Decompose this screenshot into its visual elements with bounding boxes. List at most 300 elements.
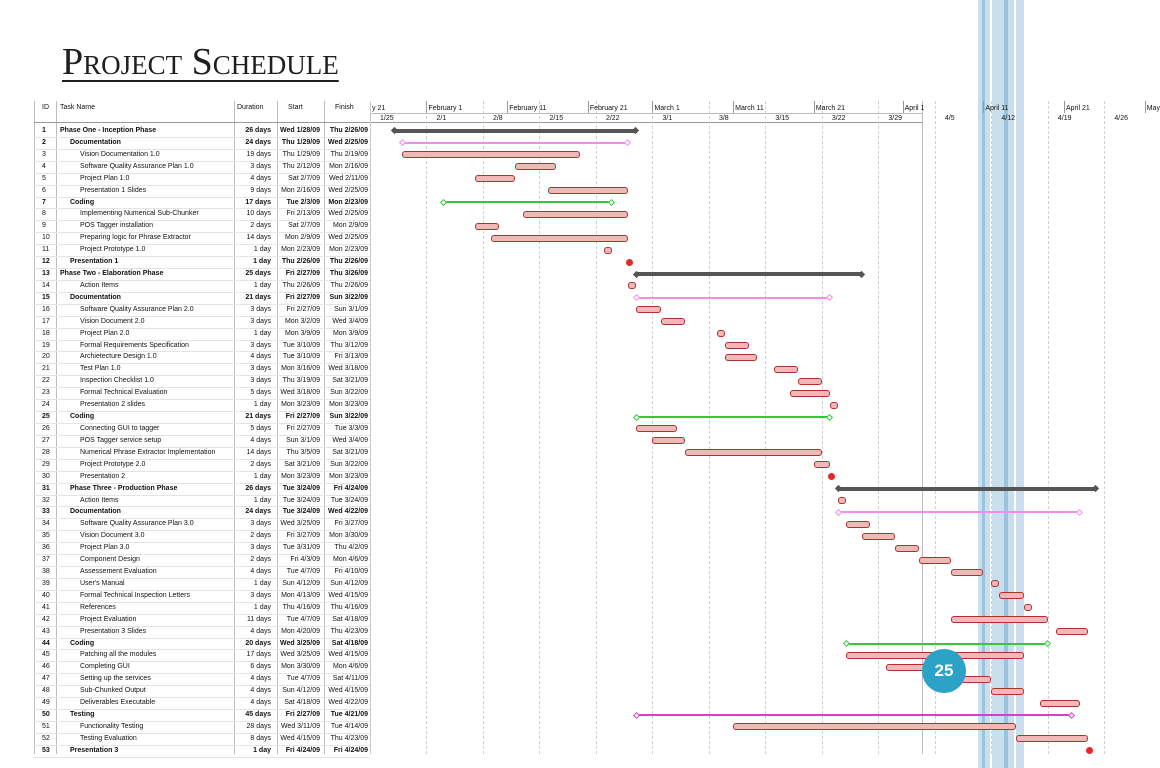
task-duration: 19 days — [246, 150, 271, 158]
slide-title: Project Schedule — [62, 41, 339, 83]
task-start: Tue 3/31/09 — [282, 544, 320, 552]
task-duration: 8 days — [250, 734, 271, 742]
timeline-month-label: February 11 — [509, 105, 547, 112]
task-id: 36 — [42, 544, 50, 552]
task-finish: Thu 4/23/09 — [330, 627, 368, 635]
task-start: Sat 3/21/09 — [284, 460, 320, 468]
task-id: 16 — [42, 305, 50, 313]
task-id: 52 — [42, 734, 50, 742]
task-duration: 17 days — [245, 198, 271, 206]
task-name: References — [80, 603, 116, 611]
task-start: Tue 4/7/09 — [286, 615, 320, 623]
task-name: Project Prototype 2.0 — [80, 460, 146, 468]
task-start: Mon 2/16/09 — [281, 186, 320, 194]
task-id: 35 — [42, 532, 50, 540]
task-name: Project Evaluation — [80, 615, 137, 623]
task-name: Assessement Evaluation — [80, 568, 157, 576]
task-name: Project Plan 3.0 — [80, 544, 130, 552]
task-duration: 6 days — [250, 663, 271, 671]
month-separator — [652, 101, 653, 113]
task-duration: 1 day — [253, 329, 271, 337]
task-bar — [523, 211, 628, 218]
summary-start-marker — [633, 413, 640, 420]
column-separator — [34, 101, 35, 754]
timeline-month-label: May — [1146, 105, 1160, 112]
task-duration: 4 days — [250, 699, 271, 707]
task-duration: 1 day — [253, 603, 271, 611]
task-id: 41 — [42, 603, 50, 611]
task-finish: Wed 4/15/09 — [328, 687, 368, 695]
task-id: 12 — [42, 258, 50, 266]
task-duration: 24 days — [245, 138, 271, 146]
timeline-month-label: February 1 — [428, 105, 463, 112]
task-duration: 2 days — [250, 222, 271, 230]
task-name: Presentation 2 slides — [80, 401, 145, 409]
task-start: Sun 3/1/09 — [286, 436, 320, 444]
summary-bar — [636, 297, 830, 299]
task-start: Thu 4/16/09 — [282, 603, 320, 611]
task-finish: Sun 3/22/09 — [329, 413, 368, 421]
task-finish: Sun 3/22/09 — [330, 460, 368, 468]
task-duration: 2 days — [250, 460, 271, 468]
timeline-week-label: 4/5 — [944, 115, 955, 122]
task-id: 50 — [42, 711, 50, 719]
col-header-id: ID — [42, 104, 49, 111]
timeline-month-label: March 21 — [815, 105, 846, 112]
task-start: Thu 2/12/09 — [282, 162, 320, 170]
task-finish: Tue 3/24/09 — [330, 496, 368, 504]
task-id: 51 — [42, 723, 50, 730]
task-id: 20 — [42, 353, 50, 361]
task-bar — [652, 437, 684, 444]
task-name: Vision Document 2.0 — [80, 317, 145, 325]
task-name: Documentation — [70, 138, 121, 146]
task-bar — [725, 354, 757, 361]
month-separator — [814, 101, 815, 113]
task-id: 49 — [42, 699, 50, 707]
task-duration: 3 days — [250, 365, 271, 373]
summary-bar — [394, 129, 636, 133]
task-name: Phase One - Inception Phase — [60, 127, 157, 134]
task-finish: Wed 2/25/09 — [328, 138, 368, 146]
task-finish: Fri 4/24/09 — [333, 746, 368, 754]
task-duration: 9 days — [250, 186, 271, 194]
task-finish: Thu 2/19/09 — [330, 150, 368, 158]
timeline-week-label: 2/15 — [549, 115, 564, 122]
task-duration: 21 days — [245, 293, 271, 301]
week-gridline — [709, 101, 710, 754]
task-start: Mon 4/20/09 — [281, 627, 320, 635]
task-id: 53 — [42, 746, 50, 754]
task-bar — [951, 569, 983, 576]
task-start: Fri 2/27/09 — [286, 425, 320, 432]
summary-start-marker — [633, 294, 640, 301]
task-id: 26 — [42, 425, 50, 432]
task-name: Documentation — [70, 293, 121, 301]
month-separator — [1145, 101, 1146, 113]
task-finish: Tue 4/14/09 — [330, 723, 368, 730]
task-bar — [862, 533, 894, 540]
task-duration: 1 day — [253, 496, 271, 504]
task-duration: 3 days — [250, 544, 271, 552]
task-finish: Fri 3/27/09 — [334, 520, 368, 528]
task-id: 33 — [42, 508, 50, 516]
task-name: Software Quality Assurance Plan 2.0 — [80, 305, 194, 313]
task-name: Functionality Testing — [80, 723, 144, 730]
task-bar — [685, 449, 822, 456]
task-bar — [1016, 735, 1089, 742]
task-start: Tue 3/10/09 — [282, 353, 320, 361]
task-start: Tue 2/3/09 — [286, 198, 320, 206]
task-name: Software Quality Assurance Plan 3.0 — [80, 520, 194, 528]
timeline-month-label: April 11 — [985, 105, 1009, 112]
timeline-week-label: 2/22 — [605, 115, 620, 122]
task-duration: 3 days — [250, 377, 271, 385]
task-start: Mon 3/16/09 — [281, 365, 320, 373]
task-finish: Wed 2/25/09 — [328, 186, 368, 194]
task-start: Tue 4/7/09 — [286, 568, 320, 576]
task-name: Presentation 1 Slides — [80, 186, 147, 194]
task-finish: Wed 4/15/09 — [328, 651, 368, 659]
task-id: 13 — [42, 270, 50, 278]
task-finish: Fri 3/13/09 — [334, 353, 368, 361]
task-finish: Thu 3/26/09 — [329, 270, 368, 278]
task-duration: 45 days — [245, 711, 271, 719]
milestone-marker — [1086, 747, 1093, 754]
task-finish: Sun 3/22/09 — [329, 293, 368, 301]
task-finish: Mon 3/23/09 — [329, 472, 368, 480]
task-bar — [790, 390, 830, 397]
task-finish: Thu 2/26/09 — [329, 127, 368, 134]
timeline-week-label: 3/29 — [888, 115, 903, 122]
timeline-month-label: April 1 — [904, 105, 925, 112]
timeline-week-label: 3/15 — [775, 115, 790, 122]
task-start: Fri 2/27/09 — [285, 293, 320, 301]
task-duration: 24 days — [245, 508, 271, 516]
timeline-week-label: 4/26 — [1114, 115, 1128, 122]
task-duration: 26 days — [245, 484, 271, 492]
task-duration: 4 days — [250, 687, 271, 695]
task-finish: Sat 4/18/09 — [332, 615, 368, 623]
task-bar — [991, 688, 1023, 695]
task-id: 10 — [42, 234, 50, 242]
task-start: Wed 4/15/09 — [280, 734, 320, 742]
task-bar — [475, 175, 515, 182]
task-name: Coding — [70, 639, 95, 647]
summary-end-marker — [826, 413, 833, 420]
task-start: Mon 3/2/09 — [284, 317, 320, 325]
task-start: Tue 4/7/09 — [286, 675, 320, 683]
row-separator — [34, 757, 370, 758]
task-name: Patching all the modules — [80, 651, 157, 659]
month-separator — [588, 101, 589, 113]
task-id: 39 — [42, 579, 50, 587]
task-bar — [636, 425, 676, 432]
task-duration: 1 day — [253, 258, 271, 266]
task-start: Thu 1/29/09 — [281, 138, 320, 146]
task-id: 3 — [42, 150, 46, 158]
task-id: 18 — [42, 329, 50, 337]
summary-start-marker — [843, 640, 850, 647]
task-finish: Tue 3/3/09 — [334, 425, 368, 432]
task-id: 14 — [42, 281, 50, 289]
task-name: Testing Evaluation — [80, 734, 137, 742]
task-bar — [402, 151, 580, 158]
task-duration: 4 days — [250, 627, 271, 635]
task-id: 17 — [42, 317, 50, 325]
task-bar — [725, 342, 749, 349]
task-start: Wed 3/18/09 — [280, 389, 320, 397]
task-bar — [999, 592, 1023, 599]
task-name: Software Quality Assurance Plan 1.0 — [80, 162, 194, 170]
task-id: 15 — [42, 293, 50, 301]
task-start: Fri 2/27/09 — [286, 305, 320, 313]
timeline-month-label: y 21 — [372, 105, 386, 112]
task-name: Formal Technical Evaluation — [80, 389, 168, 397]
task-name: POS Tagger service setup — [80, 436, 162, 444]
task-duration: 1 day — [253, 401, 271, 409]
task-name: Coding — [70, 413, 95, 421]
task-duration: 3 days — [250, 591, 271, 599]
summary-bar — [846, 643, 1048, 645]
timeline-week-separator — [370, 113, 922, 114]
task-finish: Thu 2/26/09 — [330, 281, 368, 289]
task-id: 31 — [42, 484, 50, 492]
task-name: Coding — [70, 198, 95, 206]
timeline-week-label: 4/12 — [1001, 115, 1015, 122]
task-start: Thu 3/19/09 — [282, 377, 320, 385]
task-start: Sat 2/7/09 — [288, 222, 320, 230]
task-name: Presentation 3 Slides — [80, 627, 147, 635]
task-id: 32 — [42, 496, 50, 504]
task-finish: Sat 4/18/09 — [331, 639, 368, 647]
task-finish: Sat 4/11/09 — [332, 675, 368, 683]
task-finish: Wed 2/25/09 — [328, 210, 368, 218]
task-start: Mon 3/23/09 — [281, 472, 320, 480]
task-finish: Mon 4/6/09 — [332, 663, 368, 671]
task-finish: Mon 4/6/09 — [332, 556, 368, 564]
task-finish: Mon 2/9/09 — [332, 222, 368, 230]
task-finish: Mon 2/23/09 — [328, 198, 368, 206]
task-finish: Thu 4/23/09 — [330, 734, 368, 742]
task-name: Vision Document 3.0 — [80, 532, 145, 540]
task-id: 42 — [42, 615, 50, 623]
task-finish: Sat 3/21/09 — [332, 448, 368, 456]
summary-end-marker — [1068, 711, 1075, 718]
task-name: Presentation 1 — [70, 258, 119, 266]
milestone-marker — [626, 259, 633, 266]
task-finish: Wed 3/18/09 — [328, 365, 368, 373]
task-name: Testing — [70, 711, 95, 719]
task-id: 45 — [42, 651, 50, 659]
task-finish: Wed 4/15/09 — [328, 591, 368, 599]
task-bar — [798, 378, 822, 385]
task-bar — [475, 223, 499, 230]
task-id: 21 — [42, 365, 50, 373]
task-name: Vision Documentation 1.0 — [80, 150, 160, 158]
month-separator — [903, 101, 904, 113]
task-start: Mon 4/13/09 — [281, 591, 320, 599]
task-finish: Sun 3/22/09 — [330, 389, 368, 397]
task-finish: Mon 3/9/09 — [332, 329, 368, 337]
summary-end-marker — [858, 270, 865, 277]
summary-bar — [636, 272, 862, 276]
task-start: Wed 3/25/09 — [280, 520, 320, 528]
task-duration: 5 days — [250, 389, 271, 397]
task-finish: Thu 3/12/09 — [330, 341, 368, 349]
task-name: Archietecture Design 1.0 — [80, 353, 157, 361]
task-duration: 21 days — [245, 413, 271, 421]
task-finish: Wed 4/22/09 — [328, 699, 368, 707]
week-gridline — [765, 101, 766, 754]
task-id: 28 — [42, 448, 50, 456]
week-gridline — [596, 101, 597, 754]
task-name: Connecting GUI to tagger — [80, 425, 160, 432]
week-gridline — [483, 101, 484, 754]
month-separator — [507, 101, 508, 113]
task-start: Thu 2/26/09 — [281, 258, 320, 266]
task-duration: 1 day — [253, 246, 271, 254]
col-header-task: Task Name — [60, 104, 96, 111]
week-gridline — [370, 101, 371, 754]
task-start: Wed 3/11/09 — [280, 723, 320, 730]
task-duration: 20 days — [245, 639, 271, 647]
timeline-week-label: 2/1 — [436, 115, 447, 122]
task-name: Formal Technical Inspection Letters — [80, 591, 190, 599]
task-finish: Mon 2/23/09 — [329, 246, 368, 254]
task-id: 8 — [42, 210, 46, 218]
task-duration: 17 days — [246, 651, 271, 659]
week-gridline — [822, 101, 823, 754]
summary-start-marker — [633, 711, 640, 718]
task-start: Thu 3/5/09 — [286, 448, 320, 456]
task-bar — [636, 306, 660, 313]
task-start: Sat 2/7/09 — [288, 174, 320, 182]
task-duration: 14 days — [246, 234, 271, 242]
timeline-month-label: February 21 — [589, 105, 628, 112]
task-name: Preparing logic for Phrase Extractor — [80, 234, 191, 242]
task-id: 23 — [42, 389, 50, 397]
task-start: Tue 3/24/09 — [282, 508, 320, 516]
task-duration: 25 days — [245, 270, 271, 278]
task-name: Numerical Phrase Extractor Implementation — [80, 448, 216, 456]
task-id: 11 — [42, 246, 50, 254]
task-start: Tue 3/10/09 — [282, 341, 320, 349]
week-gridline — [426, 101, 427, 754]
task-bar — [1056, 628, 1088, 635]
task-finish: Wed 2/11/09 — [328, 174, 368, 182]
summary-bar — [838, 511, 1080, 513]
task-id: 25 — [42, 413, 50, 421]
task-name: Documentation — [70, 508, 121, 516]
task-bar — [838, 497, 846, 504]
timeline-week-label: 3/1 — [662, 115, 673, 122]
summary-end-marker — [1092, 485, 1099, 492]
summary-end-marker — [632, 127, 639, 134]
task-duration: 1 day — [253, 472, 271, 480]
task-name: Formal Requirements Specification — [80, 341, 189, 349]
task-start: Thu 1/29/09 — [282, 150, 320, 158]
task-start: Fri 2/27/09 — [285, 711, 320, 719]
task-name: Project Plan 1.0 — [80, 174, 130, 182]
col-header-start: Start — [288, 104, 303, 111]
milestone-marker — [828, 473, 835, 480]
task-bar — [774, 366, 798, 373]
task-duration: 4 days — [250, 174, 271, 182]
task-start: Wed 1/28/09 — [280, 127, 320, 134]
summary-bar — [636, 714, 1072, 716]
task-finish: Mon 3/30/09 — [329, 532, 368, 540]
task-name: Action Items — [80, 281, 119, 289]
task-bar — [1040, 700, 1080, 707]
task-start: Fri 4/24/09 — [285, 746, 320, 754]
task-start: Wed 3/25/09 — [280, 651, 320, 659]
task-bar — [733, 723, 1015, 730]
task-duration: 2 days — [250, 532, 271, 540]
task-duration: 26 days — [245, 127, 271, 134]
task-name: Phase Two - Elaboration Phase — [60, 270, 164, 278]
page-number-badge: 25 — [922, 649, 966, 693]
task-id: 5 — [42, 174, 46, 182]
task-duration: 3 days — [250, 341, 271, 349]
task-name: Action Items — [80, 496, 119, 504]
task-finish: Wed 4/22/09 — [328, 508, 368, 516]
task-id: 29 — [42, 460, 50, 468]
task-start: Mon 2/23/09 — [281, 246, 320, 254]
task-bar — [814, 461, 830, 468]
task-duration: 1 day — [253, 281, 271, 289]
summary-end-marker — [608, 199, 615, 206]
task-id: 38 — [42, 568, 50, 576]
task-start: Thu 2/26/09 — [282, 281, 320, 289]
task-bar — [548, 187, 629, 194]
task-bar — [951, 616, 1048, 623]
col-header-finish: Finish — [335, 104, 354, 111]
summary-end-marker — [1044, 640, 1051, 647]
task-id: 24 — [42, 401, 50, 409]
timeline-month-label: April 21 — [1066, 105, 1090, 112]
summary-end-marker — [624, 139, 631, 146]
gantt-chart — [34, 101, 1160, 754]
task-id: 4 — [42, 162, 46, 170]
timeline-month-label: March 1 — [654, 105, 680, 112]
timeline-week-label: 4/19 — [1057, 115, 1072, 122]
task-id: 47 — [42, 675, 50, 683]
task-start: Sat 4/18/09 — [284, 699, 320, 707]
task-start: Wed 3/25/09 — [280, 639, 320, 647]
task-id: 27 — [42, 436, 50, 444]
task-finish: Mon 2/16/09 — [329, 162, 368, 170]
task-bar — [661, 318, 685, 325]
task-finish: Fri 4/24/09 — [333, 484, 368, 492]
task-start: Mon 3/23/09 — [281, 401, 320, 409]
task-name: Sub-Chunked Output — [80, 687, 146, 695]
task-name: Implementing Numerical Sub-Chunker — [80, 210, 199, 218]
task-start: Fri 4/3/09 — [290, 556, 320, 564]
task-duration: 1 day — [253, 746, 271, 754]
task-id: 7 — [42, 198, 46, 206]
timeline-month-label: March 11 — [735, 105, 764, 112]
summary-start-marker — [399, 139, 406, 146]
task-id: 1 — [42, 127, 46, 134]
task-name: Component Design — [80, 556, 140, 564]
timeline-week-label: 3/8 — [718, 115, 729, 122]
task-id: 43 — [42, 627, 50, 635]
task-name: Presentation 2 — [80, 472, 126, 480]
task-finish: Wed 3/4/09 — [332, 317, 368, 325]
task-duration: 14 days — [246, 448, 271, 456]
month-separator — [426, 101, 427, 113]
